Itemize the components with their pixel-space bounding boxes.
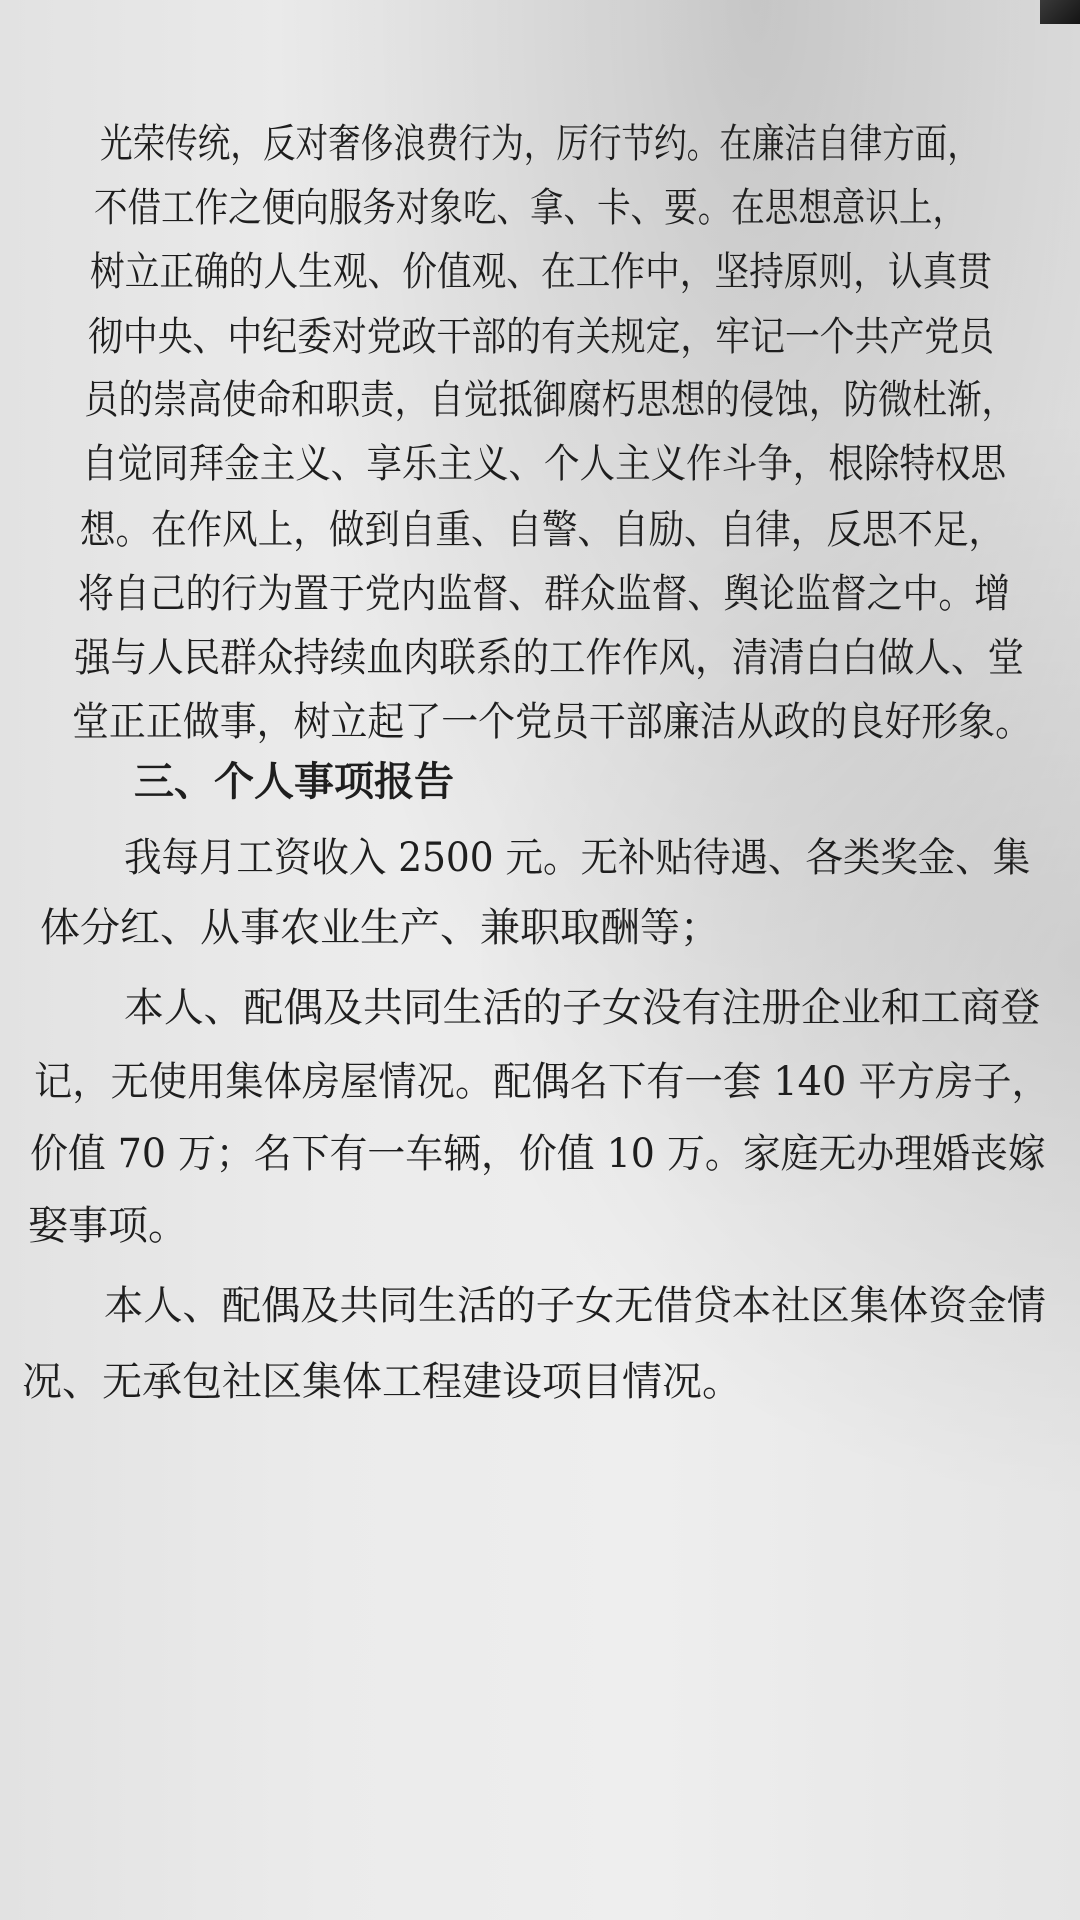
paragraph-1-line-2: 不借工作之便向服务对象吃、拿、卡、要。在思想意识上，: [94, 185, 967, 231]
paragraph-1-line-1: 光荣传统，反对奢侈浪费行为，厉行节约。在廉洁自律方面，: [100, 121, 980, 167]
paragraph-3-line-1: 本人、配偶及共同生活的子女没有注册企业和工商登: [124, 985, 1041, 1031]
paragraph-1-line-3: 树立正确的人生观、价值观、在工作中，坚持原则，认真贯: [90, 249, 992, 295]
paragraph-1-line-4: 彻中央、中纪委对党政干部的有关规定，牢记一个共产党员: [88, 314, 995, 360]
paragraph-2-line-1: 我每月工资收入 2500 元。无补贴待遇、各类奖金、集: [124, 835, 1031, 881]
paragraph-1-line-10: 堂正正做事，树立起了一个党员干部廉洁从政的良好形象。: [72, 699, 1033, 745]
section-heading: 三、个人事项报告: [134, 759, 454, 805]
paragraph-3-line-2: 记，无使用集体房屋情况。配偶名下有一套 140 平方房子，: [34, 1059, 1050, 1105]
paragraph-1-line-9: 强与人民群众持续血肉联系的工作作风，清清白白做人、堂: [74, 635, 1025, 681]
paragraph-1-line-6: 自觉同拜金主义、享乐主义、个人主义作斗争，根除特权思: [82, 441, 1007, 487]
paragraph-4-line-2: 况、无承包社区集体工程建设项目情况。: [22, 1359, 742, 1405]
desk-corner: [1040, 0, 1080, 24]
paragraph-1-line-8: 将自己的行为置于党内监督、群众监督、舆论监督之中。增: [78, 571, 1011, 617]
paragraph-3-line-3: 价值 70 万；名下有一车辆，价值 10 万。家庭无办理婚丧嫁: [30, 1131, 1046, 1177]
paragraph-1-line-5: 员的崇高使命和职责，自觉抵御腐朽思想的侵蚀，防微杜渐，: [84, 377, 1017, 423]
paragraph-2-line-2: 体分红、从事农业生产、兼职取酬等；: [40, 905, 720, 951]
paragraph-1-line-7: 想。在作风上，做到自重、自警、自励、自律，反思不足，: [80, 507, 1005, 553]
paragraph-3-line-4: 娶事项。: [28, 1203, 188, 1249]
paragraph-4-line-1: 本人、配偶及共同生活的子女无借贷本社区集体资金情: [104, 1283, 1046, 1329]
